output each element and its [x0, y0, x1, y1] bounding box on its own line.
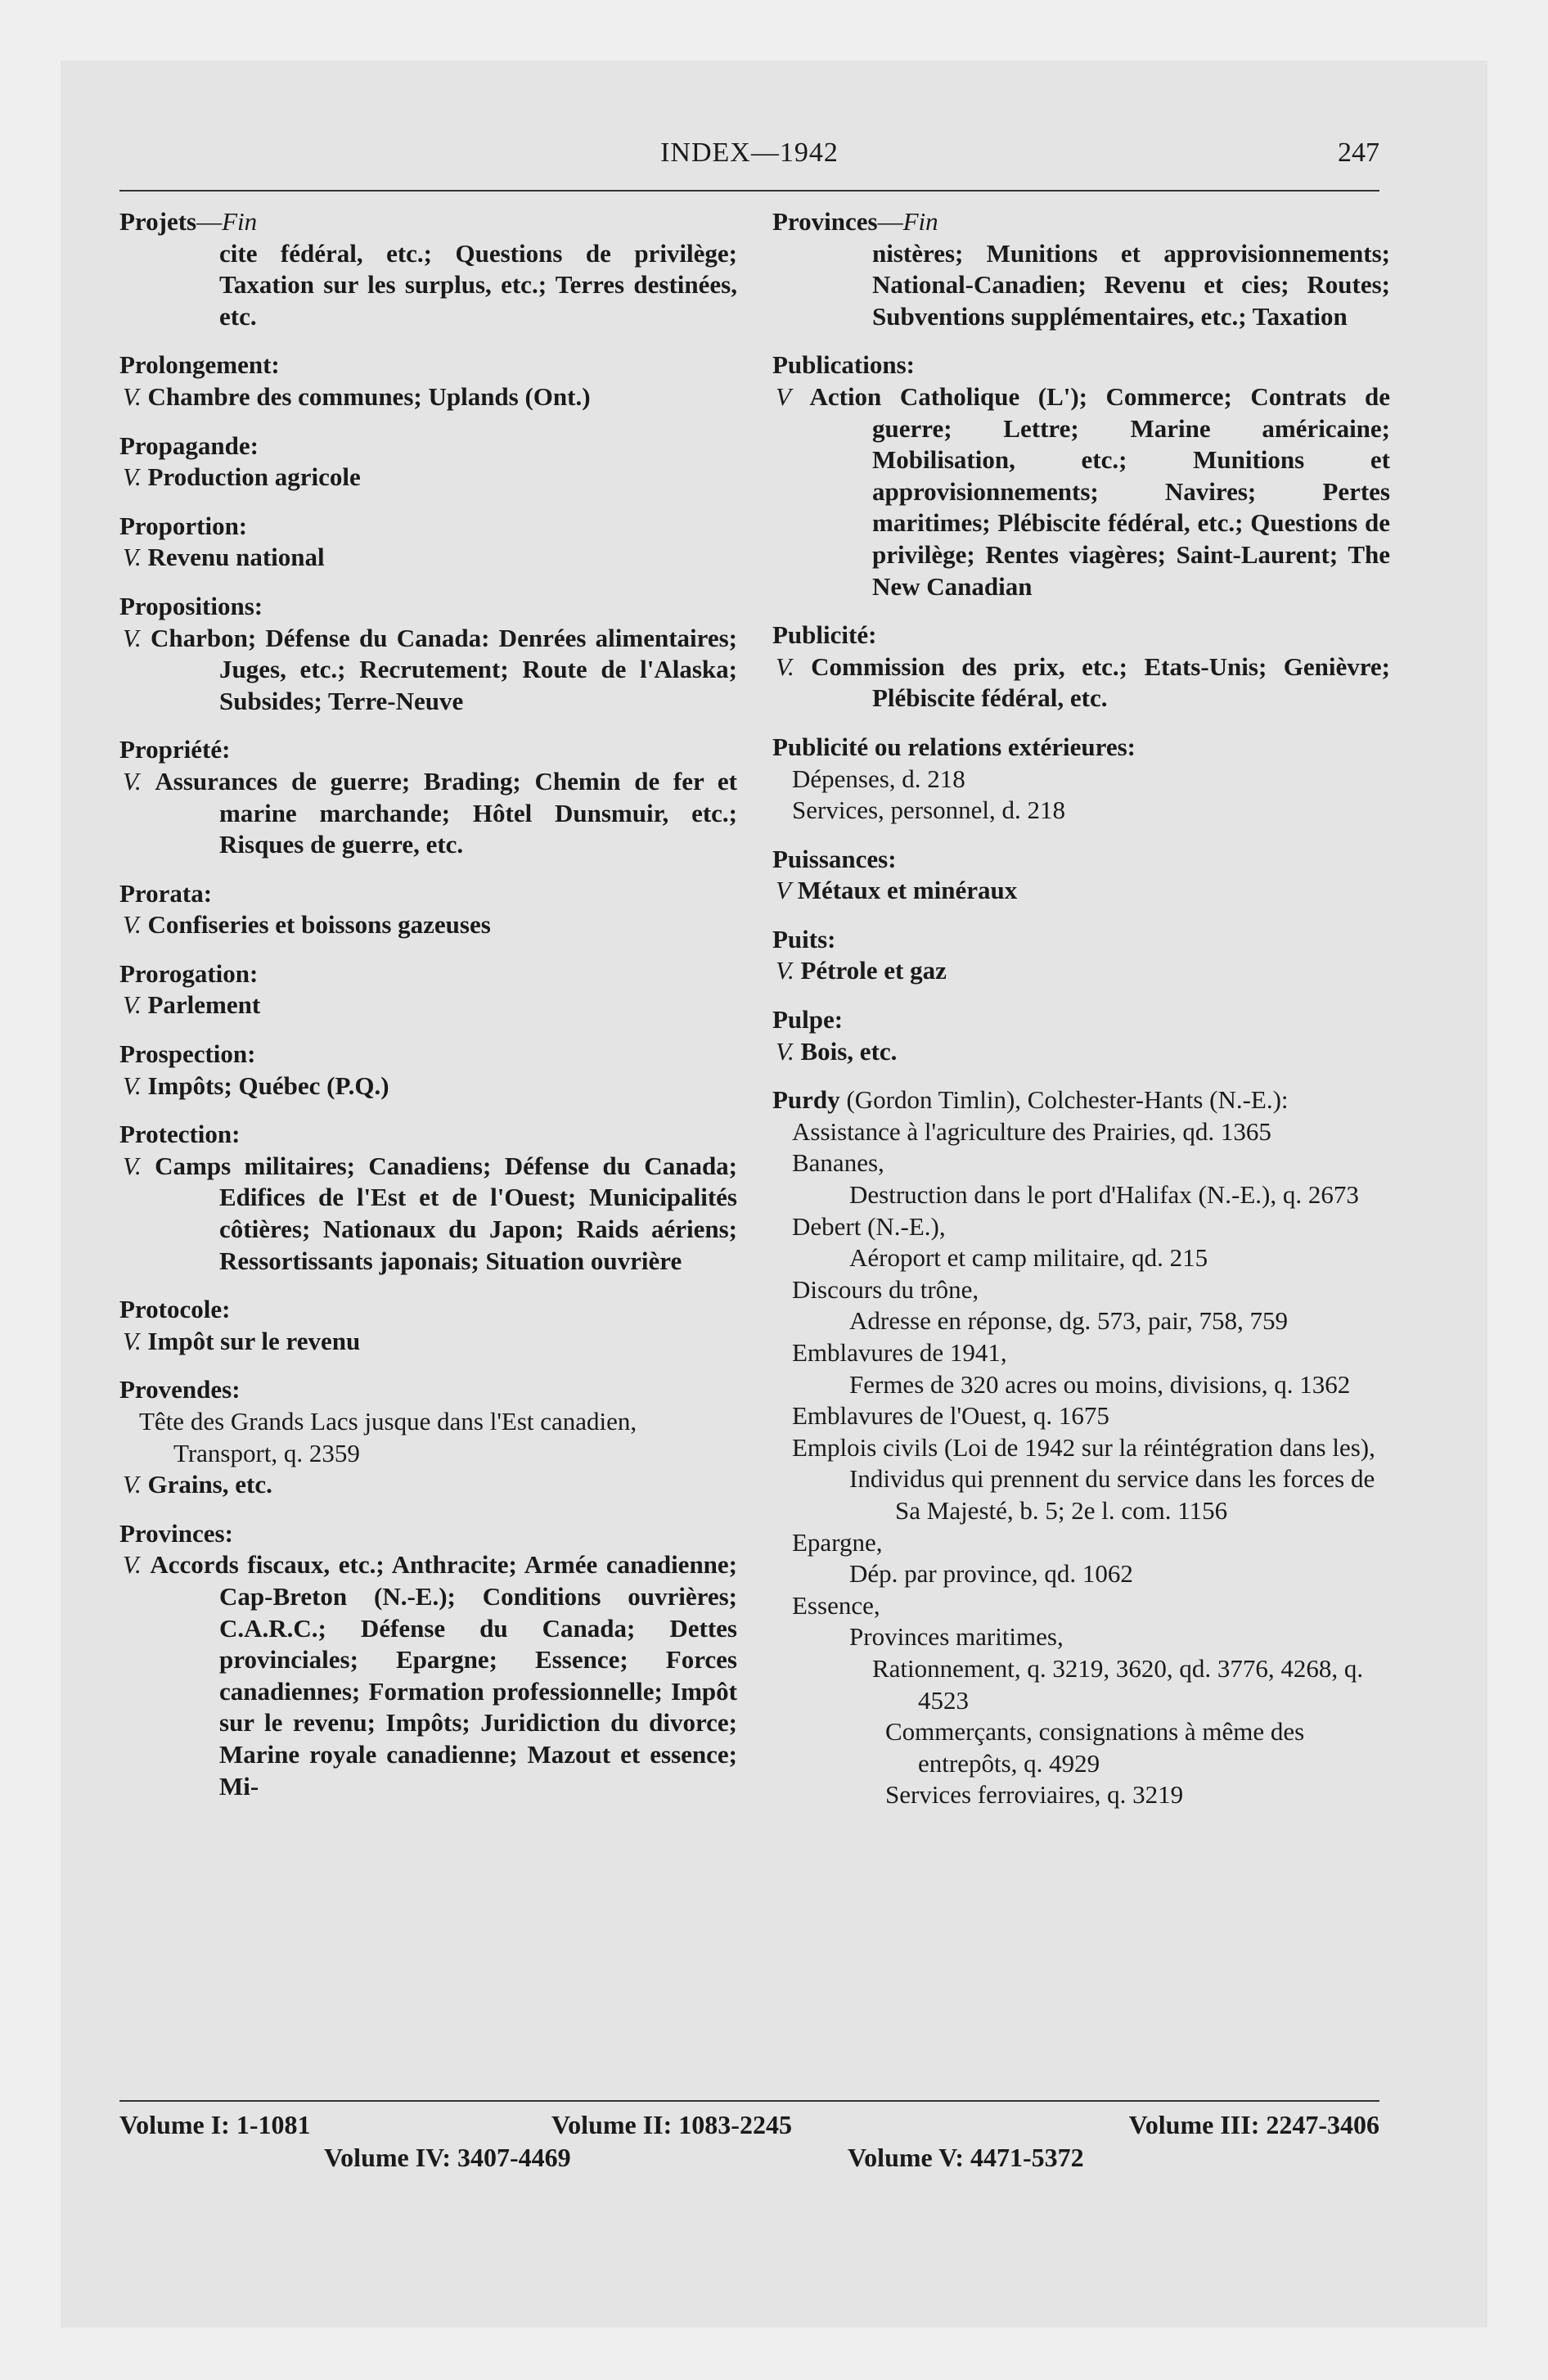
volume-range: Volume III: 2247-3406 — [1128, 2110, 1379, 2139]
entry-subentry: Services, personnel, d. 218 — [792, 796, 1066, 825]
entry-subtext: Accords fiscaux, etc.; Anthracite; Armée canadienne; Cap-Breton (N.-E.); Conditions ouvrières; C.A.R.C.; Défense du Canada; Dettes provinciales; Epargne; Essence; Forces canadiennes; Formation professionnelle; Impôt sur le revenu; Impôts; Juridiction du divorce; Marine royale canadienne; Mazout et essence; Mi- — [150, 1550, 738, 1801]
entry-subtext: Impôts; Québec (P.Q.) — [147, 1071, 389, 1100]
index-entry — [772, 732, 1390, 827]
purdy-subentry: Services ferroviaires, q. 3219 — [885, 1780, 1184, 1810]
entry-subtext: Assurances de guerre; Brading; Chemin de fer et marine marchande; Hôtel Dunsmuir, etc.; Risques de guerre, etc. — [155, 766, 737, 859]
index-entry — [772, 620, 1390, 714]
purdy-subentry: Assistance à l'agriculture des Prairies, qd. 1365 — [792, 1116, 1271, 1146]
entry-subtext: Grains, etc. — [147, 1470, 272, 1499]
entry-term: Publicité ou relations extérieures: — [772, 732, 1136, 761]
volume-range: Volume V: 4471-5372 — [848, 2143, 1084, 2172]
entry-subtext: Bois, etc. — [800, 1036, 898, 1066]
entry-subtext: Commission des prix, etc.; Etats-Unis; Genièvre; Plébiscite fédéral, etc. — [811, 651, 1390, 713]
see-marker: V. — [123, 1326, 142, 1355]
see-marker: V. — [776, 1036, 794, 1066]
see-marker: V. — [123, 910, 142, 940]
index-entry — [119, 1294, 737, 1357]
see-marker: V. — [123, 543, 142, 572]
entry-subtext: Production agricole — [147, 462, 361, 492]
index-entry: Projets—Fin cite fédéral, etc.; Questions de privilège; Taxation sur les surplus, etc.; Terres destinées, etc. — [119, 206, 737, 332]
index-entry — [119, 511, 737, 574]
left-column — [119, 206, 737, 1802]
index-entry — [772, 844, 1390, 907]
entry-term: Propositions: — [119, 591, 263, 620]
entry-term: Protocole: — [119, 1295, 231, 1324]
entry-term: Proportion: — [119, 511, 248, 540]
entry-subtext: nistères; Munitions et approvisionnements; National-Canadien; Revenu et cies; Routes; Subventions supplémentaires, etc.; Taxation — [872, 238, 1390, 331]
purdy-subentry: Emplois civils (Loi de 1942 sur la réintégration dans les), — [792, 1432, 1375, 1462]
entry-term: Publicité: — [772, 620, 877, 650]
index-entry — [772, 1004, 1390, 1067]
purdy-subentry: Bananes, — [792, 1148, 884, 1178]
volume-range: Volume I: 1-1081 — [119, 2110, 311, 2139]
entry-term: Puits: — [772, 924, 836, 953]
entry-subtext: Impôt sur le revenu — [147, 1326, 361, 1355]
purdy-subentry: Dép. par province, qd. 1062 — [849, 1559, 1133, 1589]
entry-subtext: Charbon; Défense du Canada: Denrées alimentaires; Juges, etc.; Recrutement; Route de l'Alaska; Subsides; Terre-Neuve — [150, 623, 738, 715]
entry-subtext: Pétrole et gaz — [800, 956, 947, 985]
index-entry — [119, 734, 737, 860]
purdy-subentry: Emblavures de l'Ouest, q. 1675 — [792, 1401, 1109, 1431]
see-marker: V. — [776, 651, 794, 681]
entry-term: Prospection: — [119, 1039, 256, 1069]
index-entry — [119, 1039, 737, 1102]
purdy-subentry: Aéroport et camp militaire, qd. 215 — [849, 1243, 1208, 1273]
see-marker: V. — [123, 381, 142, 411]
page-title: INDEX—1942 — [660, 137, 839, 168]
footer-rule — [119, 2100, 1379, 2102]
see-marker: V. — [123, 462, 142, 492]
index-entry: Provinces—Fin nistères; Munitions et approvisionnements; National-Canadien; Revenu et cies; Routes; Subventions supplémentaires, etc.; Taxation — [772, 206, 1390, 332]
entry-term: Prorogation: — [119, 958, 259, 988]
purdy-subentry: Debert (N.-E.), — [792, 1211, 946, 1241]
purdy-subentries — [772, 1116, 1390, 1811]
volume-range: Volume IV: 3407-4469 — [324, 2143, 571, 2172]
purdy-subentry: Provinces maritimes, — [849, 1622, 1064, 1652]
purdy-subentry: Commerçants, consignations à même des entrepôts, q. 4929 — [885, 1717, 1305, 1778]
index-entry — [119, 878, 737, 941]
index-entry — [119, 1119, 737, 1277]
purdy-subentry: Emblavures de 1941, — [792, 1338, 1007, 1367]
index-entry — [119, 958, 737, 1021]
entry-subtext: Camps militaires; Canadiens; Défense du Canada; Edifices de l'Est et de l'Ouest; Municipalités côtières; Nationaux du Japon; Raids aériens; Ressortissants japonais; Situation ouvrière — [155, 1151, 738, 1275]
index-entry — [119, 591, 737, 717]
entry-subtext: cite fédéral, etc.; Questions de privilège; Taxation sur les surplus, etc.; Terres destinées, etc. — [219, 238, 737, 331]
header-rule — [119, 190, 1379, 192]
right-column — [772, 206, 1390, 1811]
purdy-subentry: Destruction dans le port d'Halifax (N.-E.), q. 2673 — [849, 1180, 1359, 1210]
entry-term: Prorata: — [119, 878, 213, 908]
purdy-subentry: Epargne, — [792, 1527, 883, 1557]
entry-subtext: Confiseries et boissons gazeuses — [147, 910, 491, 940]
page-number: 247 — [1338, 137, 1379, 168]
see-marker: V. — [123, 990, 142, 1020]
entry-subentry: Dépenses, d. 218 — [792, 764, 965, 793]
entry-term: Propriété: — [119, 735, 231, 764]
see-marker: V. — [123, 1151, 142, 1180]
entry-suffix: Fin — [222, 207, 258, 236]
entry-subtext: Chambre des communes; Uplands (Ont.) — [147, 381, 591, 411]
see-marker: V. — [776, 956, 794, 985]
entry-subentry: Transport, q. 2359 — [173, 1438, 360, 1467]
index-entry — [119, 1518, 737, 1802]
entry-subtext: Action Catholique (L'); Commerce; Contrats de guerre; Lettre; Marine américaine; Mobilisation, etc.; Munitions et approvisionnements; Navires; Pertes maritimes; Plébiscite fédéral, etc.; Questions de privilège; Rentes viagères; Saint-Laurent; The New Canadian — [809, 381, 1391, 601]
entry-detail: (Gordon Timlin), Colchester-Hants (N.-E.): — [846, 1085, 1289, 1115]
see-marker: V. — [123, 1550, 142, 1580]
entry-term: Protection: — [119, 1120, 241, 1149]
index-entry — [119, 1374, 737, 1500]
entry-subtext: Métaux et minéraux — [797, 876, 1018, 905]
see-marker: V. — [123, 1071, 142, 1100]
purdy-subentry: Essence, — [792, 1590, 880, 1620]
entry-suffix: Fin — [902, 207, 938, 236]
entry-term: Provinces: — [119, 1518, 233, 1548]
see-marker: V — [776, 381, 791, 411]
see-marker: V. — [123, 1470, 142, 1499]
index-entry — [772, 349, 1390, 602]
index-entry — [119, 430, 737, 494]
index-entry-purdy — [772, 1084, 1390, 1811]
purdy-subentry: Discours du trône, — [792, 1274, 979, 1304]
see-marker: V. — [123, 623, 142, 652]
entry-term: Purdy — [772, 1085, 840, 1115]
entry-term: Propagande: — [119, 430, 259, 460]
index-entry — [772, 924, 1390, 987]
entry-term: Pulpe: — [772, 1005, 844, 1034]
entry-subentry: Tête des Grands Lacs jusque dans l'Est canadien, — [139, 1407, 637, 1436]
entry-subtext: Parlement — [147, 990, 261, 1020]
see-marker: V — [776, 876, 791, 905]
entry-term: Puissances: — [772, 844, 897, 873]
entry-subtext: Revenu national — [147, 543, 325, 572]
index-entry — [119, 349, 737, 412]
entry-term: Provinces — [772, 207, 878, 236]
page-header — [119, 131, 1379, 180]
volume-range: Volume II: 1083-2245 — [551, 2110, 792, 2139]
entry-term: Publications: — [772, 350, 915, 380]
purdy-subentry: Rationnement, q. 3219, 3620, qd. 3776, 4268, q. 4523 — [872, 1653, 1364, 1715]
entry-term: Provendes: — [119, 1375, 241, 1404]
purdy-subentry: Individus qui prennent du service dans les forces de Sa Majesté, b. 5; 2e l. com. 1156 — [849, 1464, 1375, 1525]
entry-term: Projets — [119, 207, 197, 236]
purdy-subentry: Fermes de 320 acres ou moins, divisions, q. 1362 — [849, 1369, 1351, 1399]
purdy-subentry: Adresse en réponse, dg. 573, pair, 758, 759 — [849, 1306, 1288, 1336]
entry-term: Prolongement: — [119, 350, 280, 380]
see-marker: V. — [123, 766, 142, 796]
